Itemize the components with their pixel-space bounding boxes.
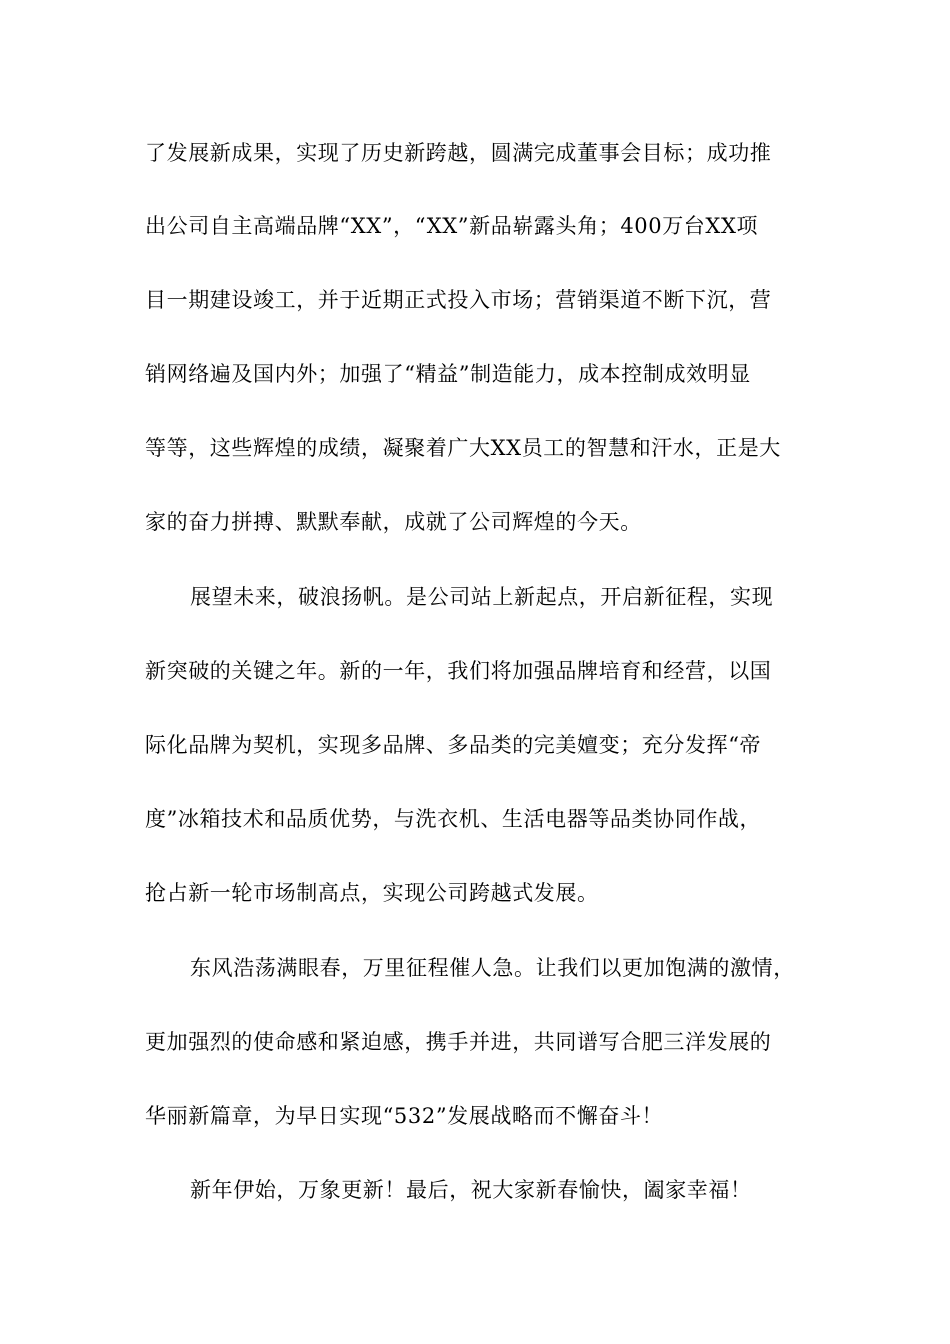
paragraph-first-line: 东风浩荡满眼春，万里征程催人急。让我们以更加饱满的激情， xyxy=(190,956,795,980)
text-line: 华丽新篇章，为早日实现“532”发展战略而不懈奋斗！ xyxy=(145,1104,664,1128)
text-line: 际化品牌为契机，实现多品牌、多品类的完美嬗变；充分发挥“帝 xyxy=(145,733,762,757)
text-line: 销网络遍及国内外；加强了“精益”制造能力，成本控制成效明显 xyxy=(145,362,751,386)
text-line: 目一期建设竣工，并于近期正式投入市场；营销渠道不断下沉，营 xyxy=(145,288,772,312)
text-line: 新突破的关键之年。新的一年，我们将加强品牌培育和经营，以国 xyxy=(145,659,772,683)
paragraph-first-line: 新年伊始，万象更新！最后，祝大家新春愉快，阖家幸福！ xyxy=(190,1178,752,1202)
text-line: 抢占新一轮市场制高点，实现公司跨越式发展。 xyxy=(145,881,599,905)
text-line: 更加强烈的使命感和紧迫感，携手并进，共同谱写合肥三洋发展的 xyxy=(145,1030,772,1054)
text-line: 度”冰箱技术和品质优势，与洗衣机、生活电器等品类协同作战， xyxy=(145,807,762,831)
text-line: 出公司自主高端品牌“XX”，“XX”新品崭露头角；400万台XX项 xyxy=(145,214,759,238)
paragraph-first-line: 展望未来，破浪扬帆。是公司站上新起点，开启新征程，实现 xyxy=(190,585,774,609)
text-line: 家的奋力拼搏、默默奉献，成就了公司辉煌的今天。 xyxy=(145,510,642,534)
text-line: 了发展新成果，实现了历史新跨越，圆满完成董事会目标；成功推 xyxy=(145,141,772,165)
text-line: 等等，这些辉煌的成绩，凝聚着广大XX员工的智慧和汗水，正是大 xyxy=(145,436,781,460)
